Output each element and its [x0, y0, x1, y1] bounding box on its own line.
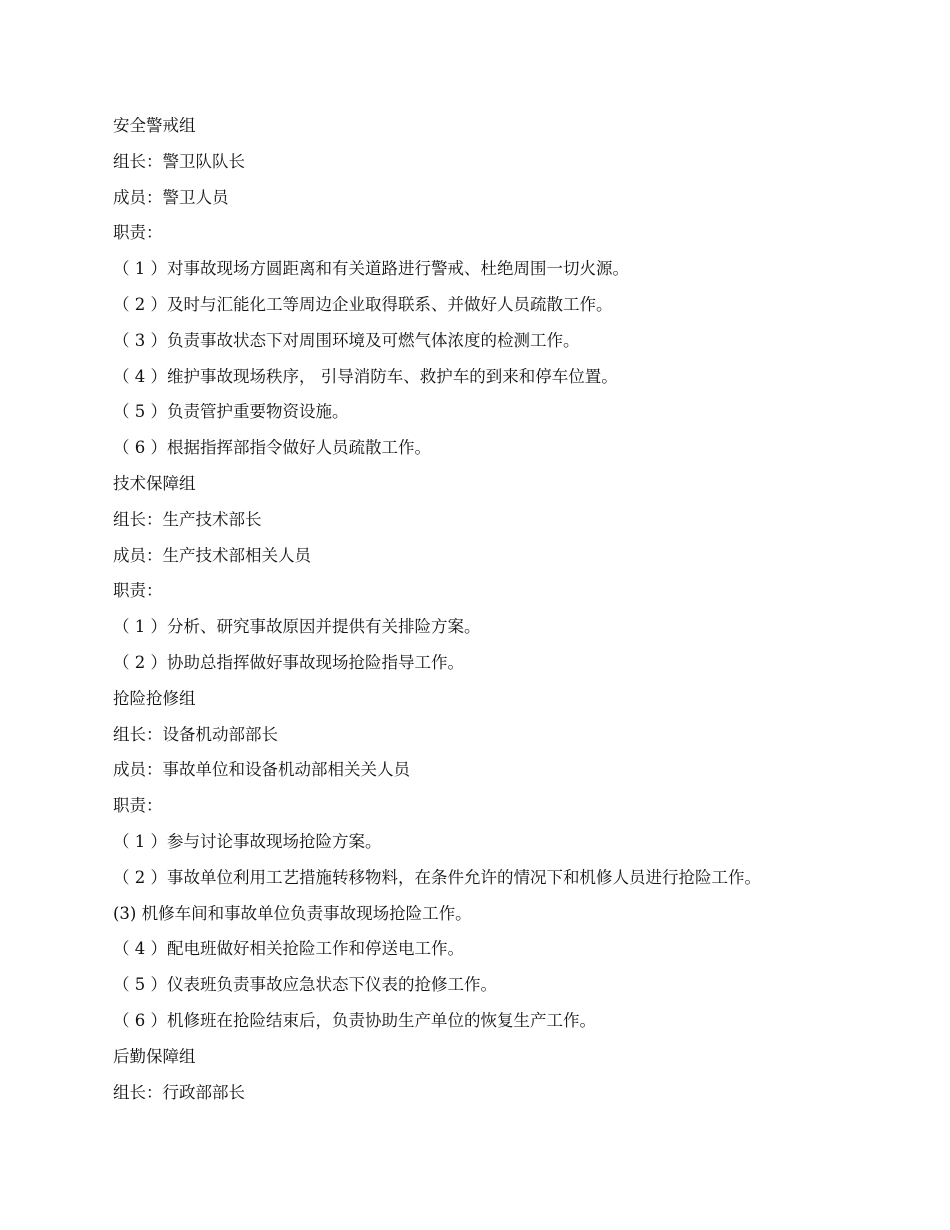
- section-heading-security: 安全警戒组: [113, 116, 196, 135]
- document-body: [113, 108, 913, 1110]
- duty-item: （ 1 ）分析、研究事故原因并提供有关排险方案。: [113, 617, 481, 637]
- team-leader-line: 组长：警卫队队长: [113, 151, 245, 171]
- team-leader-line: 组长：设备机动部部长: [113, 724, 278, 744]
- duties-label: 职责：: [113, 796, 163, 816]
- team-leader-line: 组长：生产技术部长: [113, 509, 262, 529]
- duty-item: （ 1 ）对事故现场方圆距离和有关道路进行警戒、杜绝周围一切火源。: [113, 259, 629, 279]
- duty-item: （ 4 ）配电班做好相关抢险工作和停送电工作。: [113, 939, 464, 959]
- duties-label: 职责：: [113, 223, 163, 243]
- duty-item: （ 2 ）协助总指挥做好事故现场抢险指导工作。: [113, 652, 464, 672]
- team-members-line: 成员：警卫人员: [113, 187, 229, 207]
- duty-item: （ 6 ）根据指挥部指令做好人员疏散工作。: [113, 438, 431, 458]
- section-heading-repair: 抢险抢修组: [113, 688, 196, 708]
- duties-label: 职责：: [113, 581, 163, 601]
- team-members-line: 成员：事故单位和设备机动部相关关人员: [113, 760, 410, 780]
- duty-item: （ 6 ）机修班在抢险结束后，负责协助生产单位的恢复生产工作。: [113, 1010, 596, 1030]
- duty-item: （ 3 ）负责事故状态下对周围环境及可燃气体浓度的检测工作。: [113, 330, 580, 350]
- team-members-line: 成员：生产技术部相关人员: [113, 545, 311, 565]
- duty-item: （ 4 ）维护事故现场秩序， 引导消防车、救护车的到来和停车位置。: [113, 366, 618, 386]
- duty-item: （ 2 ）事故单位利用工艺措施转移物料，在条件允许的情况下和机修人员进行抢险工作。: [113, 867, 761, 887]
- team-leader-line: 组长：行政部部长: [113, 1082, 245, 1102]
- duty-item: （ 5 ）仪表班负责事故应急状态下仪表的抢修工作。: [113, 975, 497, 995]
- duty-item: （ 2 ）及时与汇能化工等周边企业取得联系、并做好人员疏散工作。: [113, 294, 613, 314]
- section-heading-logistics: 后勤保障组: [113, 1046, 196, 1066]
- section-heading-technical: 技术保障组: [113, 473, 196, 493]
- duty-item: (3) 机修车间和事故单位负责事故现场抢险工作。: [113, 903, 472, 923]
- duty-item: （ 1 ）参与讨论事故现场抢险方案。: [113, 831, 382, 851]
- duty-item: （ 5 ）负责管护重要物资设施。: [113, 402, 349, 422]
